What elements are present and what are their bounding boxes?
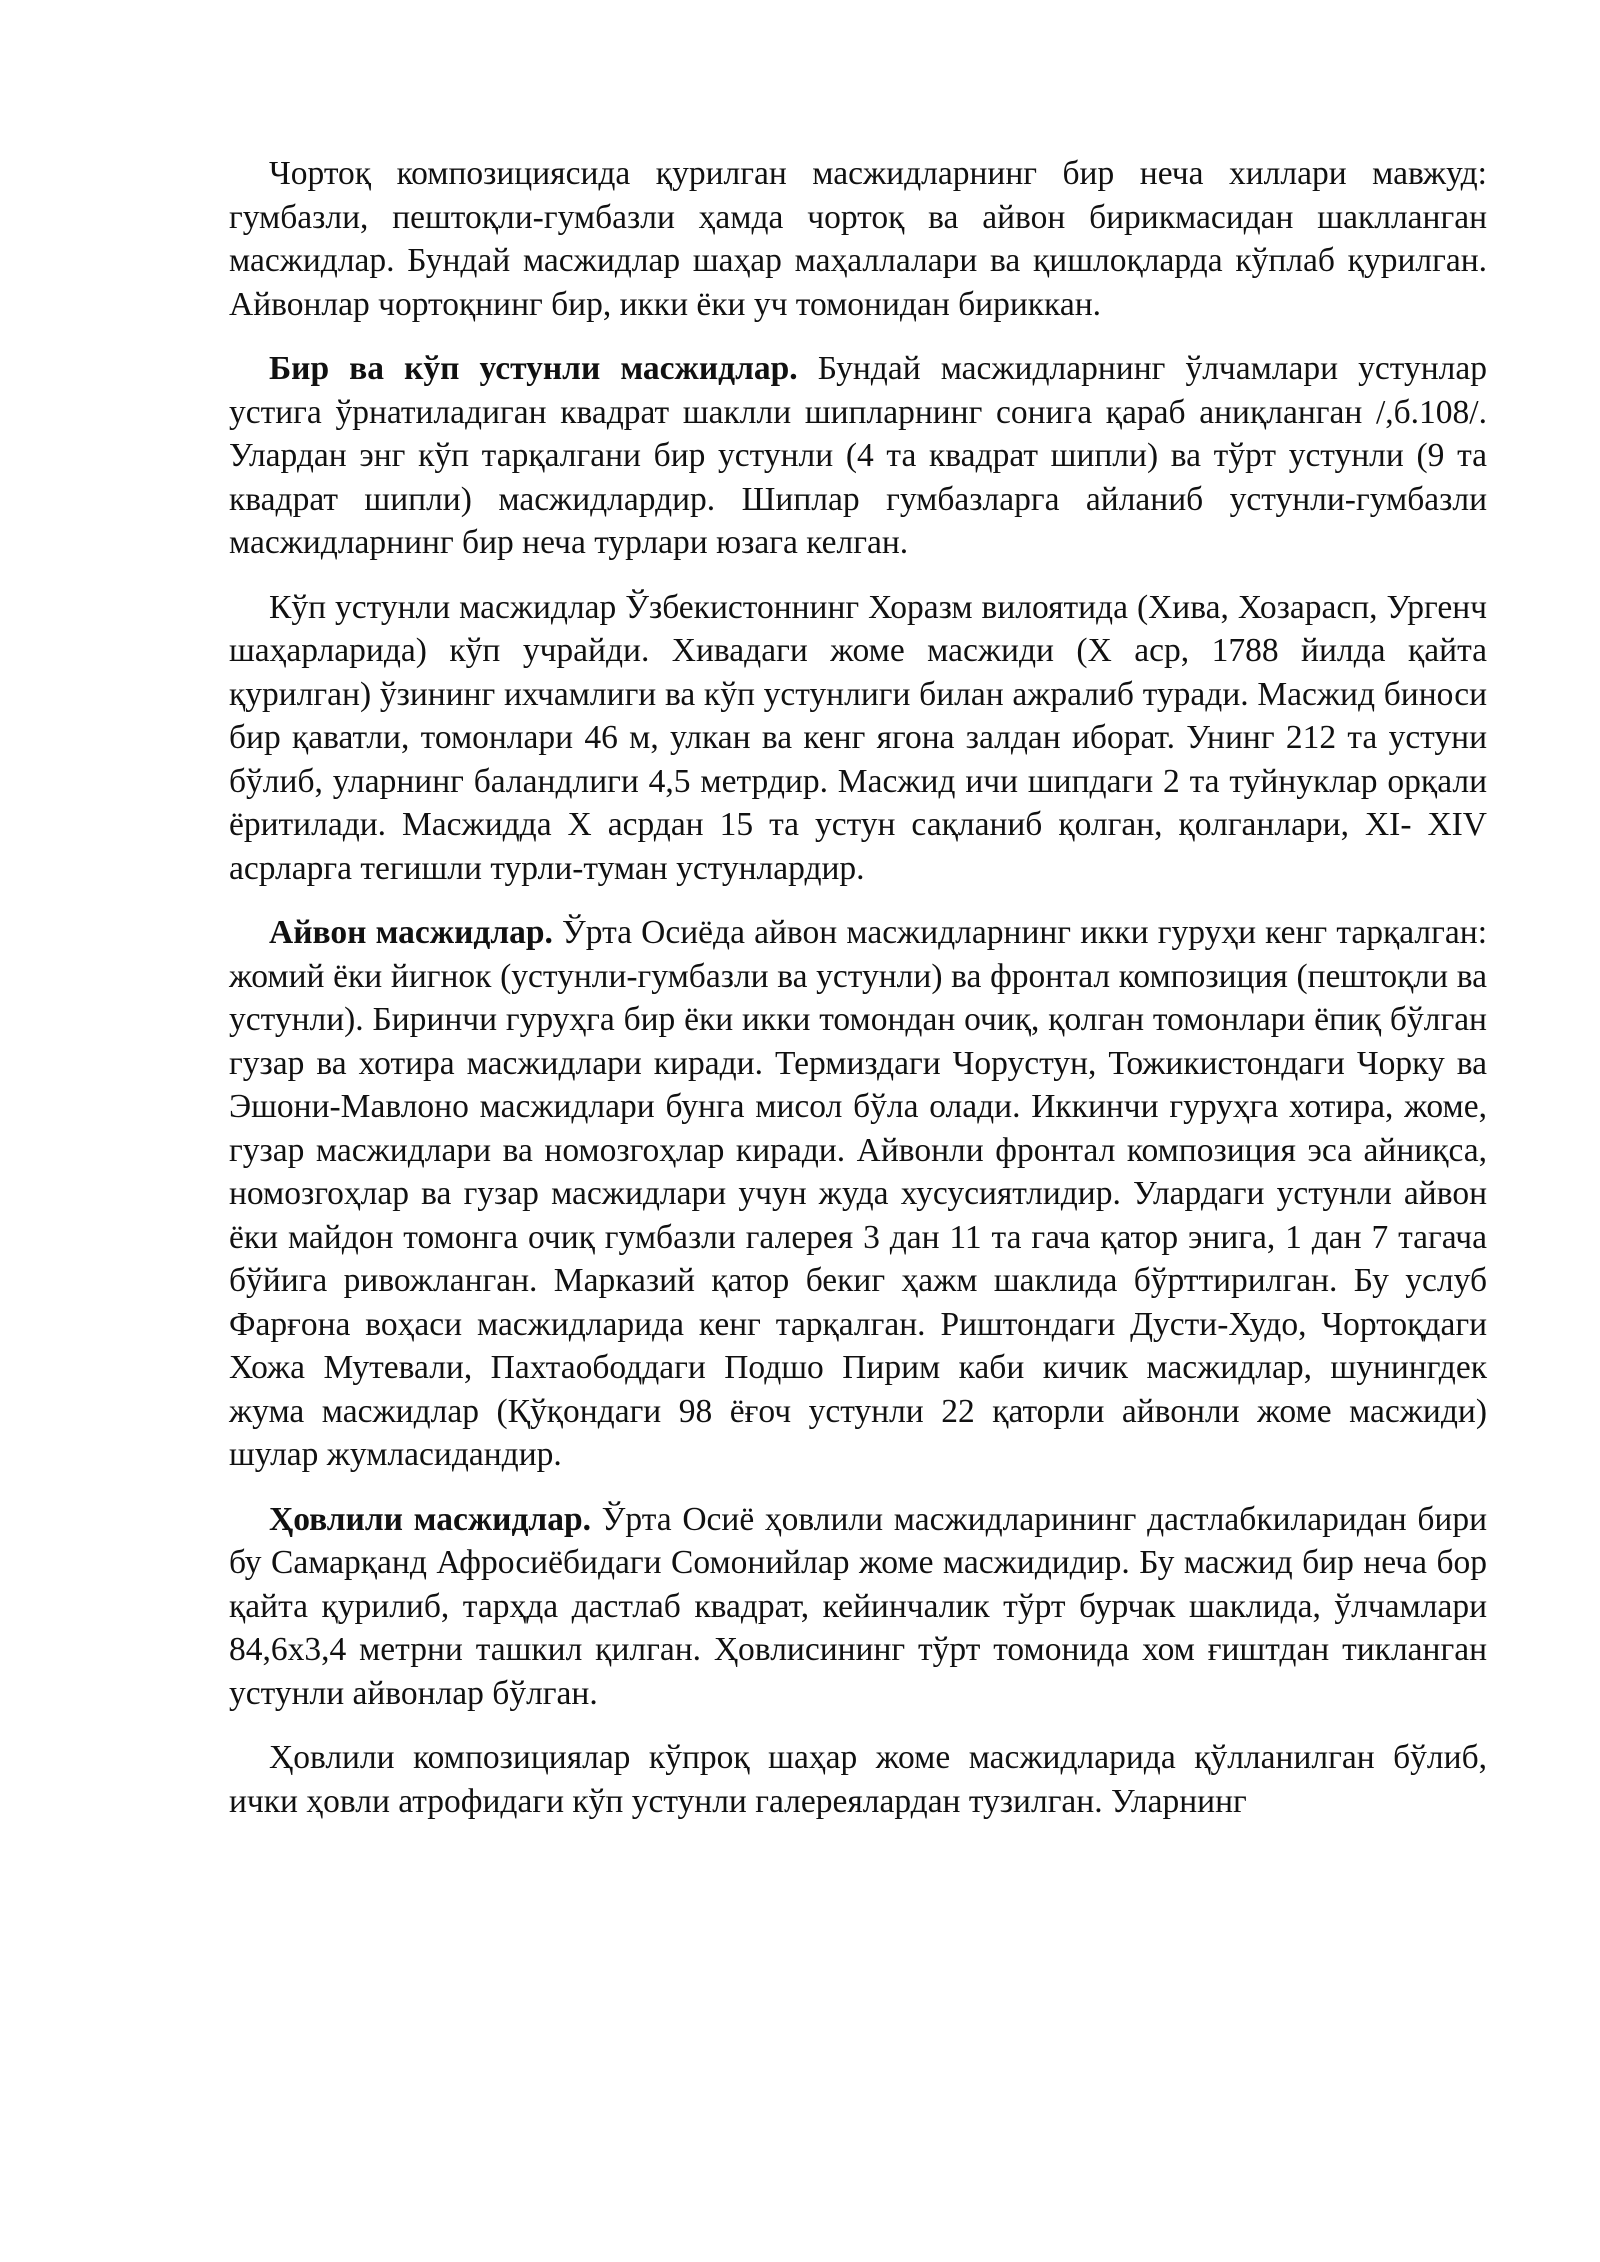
document-page <box>229 152 1487 1844</box>
paragraph-text: Ҳовлили композициялар кўпроқ шаҳар жоме масжидларида қўлланилган бўлиб, ички ҳовли атрофидаги кўп устунли галереялардан тузилган. Уларнинг <box>229 1739 1487 1820</box>
paragraph-column-mosques <box>229 347 1487 565</box>
paragraph-text: Ўрта Осиёда айвон масжидларнинг икки гуруҳи кенг тарқалган: жомий ёки йигнок (устунли-гумбазли ва устунли) ва фронтал композиция (пештоқли ва устунли). Биринчи гуруҳга бир ёки икки томондан очиқ, қолган томонлари ёпиқ бўлган гузар ва хотира масжидлари киради. Термиздаги Чорустун, Тожикистондаги Чорку ва Эшони-Мавлоно масжидлари бунга мисол бўла олади. Иккинчи гуруҳга хотира, жоме, гузар масжидлари ва номозгоҳлар киради. Айвонли фронтал композиция эса айниқса, номозгоҳлар ва гузар масжидлари учун жуда хусусиятлидир. Улардаги устунли айвон ёки майдон томонга очиқ гумбазли галерея 3 дан 11 та гача қатор энига, 1 дан 7 тагача бўйига ривожланган. Марказий қатор бекиг ҳажм шаклида бўрттирилган. Бу услуб Фарғона воҳаси масжидларида кенг тарқалган. Риштондаги Дусти-Худо, Чортоқдаги Хожа Мутевали, Пахтаободдаги Подшо Пирим каби кичик масжидлар, шунингдек жума масжидлар (Қўқондаги 98 ёғоч устунли 22 қаторли айвонли жоме масжиди) шулар жумласидандир. <box>229 914 1487 1473</box>
paragraph-courtyard-compositions <box>229 1736 1487 1823</box>
paragraph-text: Чортоқ композициясида қурилган масжидларнинг бир неча хиллари мавжуд: гумбазли, пештоқли-гумбазли ҳамда чортоқ ва айвон бирикмасидан шаклланган масжидлар. Бундай масжидлар шаҳар маҳаллалари ва қишлоқларда кўплаб қурилган. Айвонлар чортоқнинг бир, икки ёки уч томонидан бириккан. <box>229 155 1487 323</box>
paragraph-text: Бундай масжидларнинг ўлчамлари устунлар устига ўрнатиладиган квадрат шаклли шипларнинг сонига қараб аниқланган /,б.108/. Улардан энг кўп тарқалгани бир устунли (4 та квадрат шипли) ва тўрт устунли (9 та квадрат шипли) масжидлардир. Шиплар гумбазларга айланиб устунли-гумбазли масжидларнинг бир неча турлари юзага келган. <box>229 350 1487 561</box>
paragraph-heading: Ҳовлили масжидлар. <box>269 1500 591 1538</box>
paragraph-courtyard-mosques <box>229 1498 1487 1716</box>
paragraph-text: Ўрта Осиё ҳовлили масжидларининг дастлабкиларидан бири бу Самарқанд Афросиёбидаги Сомонийлар жоме масжидидир. Бу масжид бир неча бор қайта қурилиб, тарҳда дастлаб квадрат, кейинчалик тўрт бурчак шаклида, ўлчамлари 84,6х3,4 метрни ташкил қилган. Ҳовлисининг тўрт томонида хом ғиштдан тикланган устунли айвонлар бўлган. <box>229 1500 1487 1712</box>
paragraph-khorezm-mosques <box>229 586 1487 891</box>
paragraph-aivan-mosques <box>229 911 1487 1477</box>
paragraph-heading: Айвон масжидлар. <box>269 914 553 951</box>
paragraph-heading: Бир ва кўп устунли масжидлар. <box>269 350 798 387</box>
paragraph-chortoq-composition <box>229 152 1487 326</box>
paragraph-text: Кўп устунли масжидлар Ўзбекистоннинг Хоразм вилоятида (Хива, Хозарасп, Ургенч шаҳарларида) кўп учрайди. Хивадаги жоме масжиди (X аср, 1788 йилда қайта қурилган) ўзининг ихчамлиги ва кўп устунлиги билан ажралиб туради. Масжид биноси бир қаватли, томонлари 46 м, улкан ва кенг ягона залдан иборат. Унинг 212 та устуни бўлиб, уларнинг баландлиги 4,5 метрдир. Масжид ичи шипдаги 2 та туйнуклар орқали ёритилади. Масжидда X асрдан 15 та устун сақланиб қолган, қолганлари, XI- XIV асрларга тегишли турли-туман устунлардир. <box>229 588 1487 887</box>
